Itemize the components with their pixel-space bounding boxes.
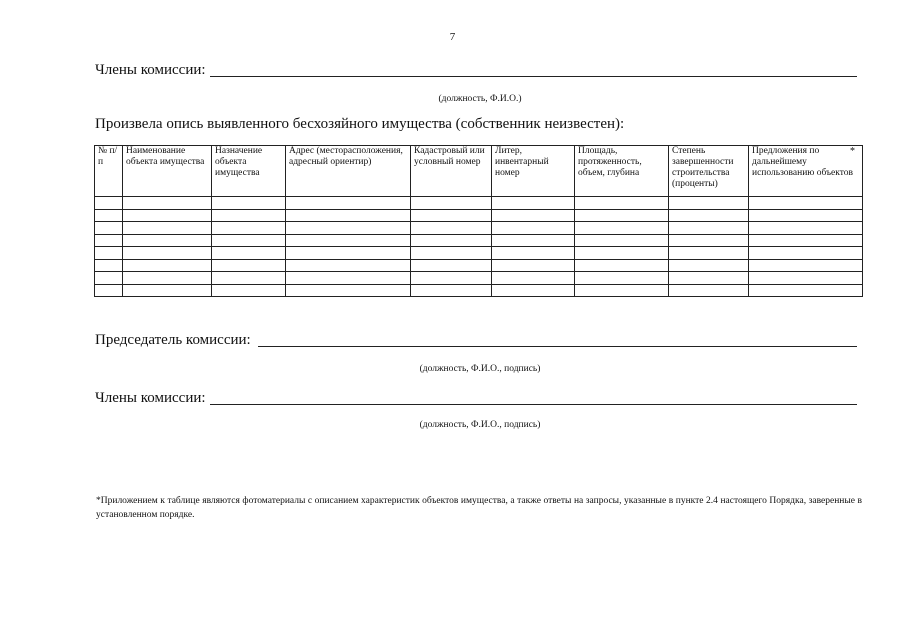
- table-cell: [411, 259, 492, 272]
- table-body: [95, 197, 863, 297]
- page-number: 7: [449, 31, 456, 43]
- table-cell: [669, 259, 749, 272]
- table-cell: [575, 284, 669, 297]
- table-cell: [95, 284, 123, 297]
- table-cell: [749, 272, 863, 285]
- table-row: [95, 234, 863, 247]
- column-header: Литер, инвентарный номер: [492, 146, 575, 197]
- table-cell: [286, 272, 411, 285]
- table-cell: [212, 222, 286, 235]
- members-signature-line-bottom: [210, 404, 857, 405]
- table-cell: [575, 272, 669, 285]
- table-cell: [749, 259, 863, 272]
- table-cell: [95, 259, 123, 272]
- table-cell: [575, 197, 669, 210]
- column-header: Наименование объекта имущества: [123, 146, 212, 197]
- table-cell: [123, 197, 212, 210]
- members-signature-line-top: [210, 76, 857, 77]
- table-cell: [123, 234, 212, 247]
- table-cell: [95, 222, 123, 235]
- table-row: [95, 259, 863, 272]
- table-cell: [212, 284, 286, 297]
- column-header: № п/п: [95, 146, 123, 197]
- table-cell: [212, 259, 286, 272]
- table-cell: [212, 197, 286, 210]
- table-cell: [212, 272, 286, 285]
- column-header: Предложения по дальнейшему использованию объектов: [749, 146, 863, 197]
- table-cell: [411, 209, 492, 222]
- table-cell: [286, 247, 411, 260]
- table-cell: [575, 209, 669, 222]
- table-cell: [411, 222, 492, 235]
- table-cell: [212, 234, 286, 247]
- column-header: Адрес (месторасположения, адресный ориентир): [286, 146, 411, 197]
- footnote-mark: *: [850, 146, 855, 157]
- table-cell: [212, 247, 286, 260]
- table-cell: [123, 272, 212, 285]
- table-cell: [212, 209, 286, 222]
- table-cell: [492, 209, 575, 222]
- inventory-heading: Произвела опись выявленного бесхозяйного имущества (собственник неизвестен):: [95, 116, 625, 132]
- chairman-label: Председатель комиссии:: [95, 332, 251, 348]
- table-cell: [575, 259, 669, 272]
- table-cell: [95, 272, 123, 285]
- table-cell: [749, 234, 863, 247]
- table-cell: [123, 209, 212, 222]
- table-cell: [669, 197, 749, 210]
- table-cell: [669, 284, 749, 297]
- table-cell: [411, 272, 492, 285]
- table-cell: [123, 284, 212, 297]
- table-cell: [492, 272, 575, 285]
- table-cell: [669, 234, 749, 247]
- table-cell: [95, 209, 123, 222]
- inventory-table: [94, 145, 863, 297]
- table-cell: [492, 222, 575, 235]
- table-cell: [749, 222, 863, 235]
- table-cell: [669, 247, 749, 260]
- table-cell: [286, 284, 411, 297]
- members-caption-top: (должность, Ф.И.О.): [438, 94, 522, 104]
- table-row: [95, 272, 863, 285]
- table-cell: [492, 197, 575, 210]
- table-cell: [95, 197, 123, 210]
- table-row: [95, 209, 863, 222]
- chairman-signature-line: [258, 346, 857, 347]
- table-cell: [492, 234, 575, 247]
- table-row: [95, 197, 863, 210]
- column-header: Назначение объекта имущества: [212, 146, 286, 197]
- table-cell: [575, 222, 669, 235]
- table-cell: [411, 234, 492, 247]
- table-cell: [286, 197, 411, 210]
- table-cell: [492, 247, 575, 260]
- table-cell: [749, 197, 863, 210]
- table-header-row: [95, 146, 863, 197]
- members-label-bottom: Члены комиссии:: [95, 390, 206, 406]
- column-header: Кадастровый или условный номер: [411, 146, 492, 197]
- table-cell: [95, 247, 123, 260]
- column-header: Площадь, протяженность, объем, глубина: [575, 146, 669, 197]
- table-cell: [669, 272, 749, 285]
- table-cell: [123, 247, 212, 260]
- table-cell: [286, 234, 411, 247]
- table-cell: [123, 259, 212, 272]
- table-cell: [669, 209, 749, 222]
- table-cell: [749, 209, 863, 222]
- table-row: [95, 284, 863, 297]
- table-cell: [492, 284, 575, 297]
- table-cell: [492, 259, 575, 272]
- table-cell: [286, 209, 411, 222]
- table-cell: [123, 222, 212, 235]
- table-cell: [669, 222, 749, 235]
- table-row: [95, 222, 863, 235]
- table-cell: [575, 247, 669, 260]
- table-row: [95, 247, 863, 260]
- members-label-top: Члены комиссии:: [95, 62, 206, 78]
- table-cell: [749, 284, 863, 297]
- table-cell: [286, 222, 411, 235]
- table-cell: [411, 197, 492, 210]
- table-cell: [575, 234, 669, 247]
- table-cell: [286, 259, 411, 272]
- column-header: Степень завершенности строительства (проценты): [669, 146, 749, 197]
- footnote-text: *Приложением к таблице являются фотоматериалы с описанием характеристик объектов имущества, а также ответы на запросы, указанные в пункте 2.4 настоящего Порядка, заверенные в установленном порядке.: [96, 496, 862, 520]
- table-cell: [411, 247, 492, 260]
- table-cell: [749, 247, 863, 260]
- table-cell: [95, 234, 123, 247]
- chairman-caption: (должность, Ф.И.О., подпись): [419, 364, 541, 374]
- table-cell: [411, 284, 492, 297]
- members-caption-bottom: (должность, Ф.И.О., подпись): [419, 420, 541, 430]
